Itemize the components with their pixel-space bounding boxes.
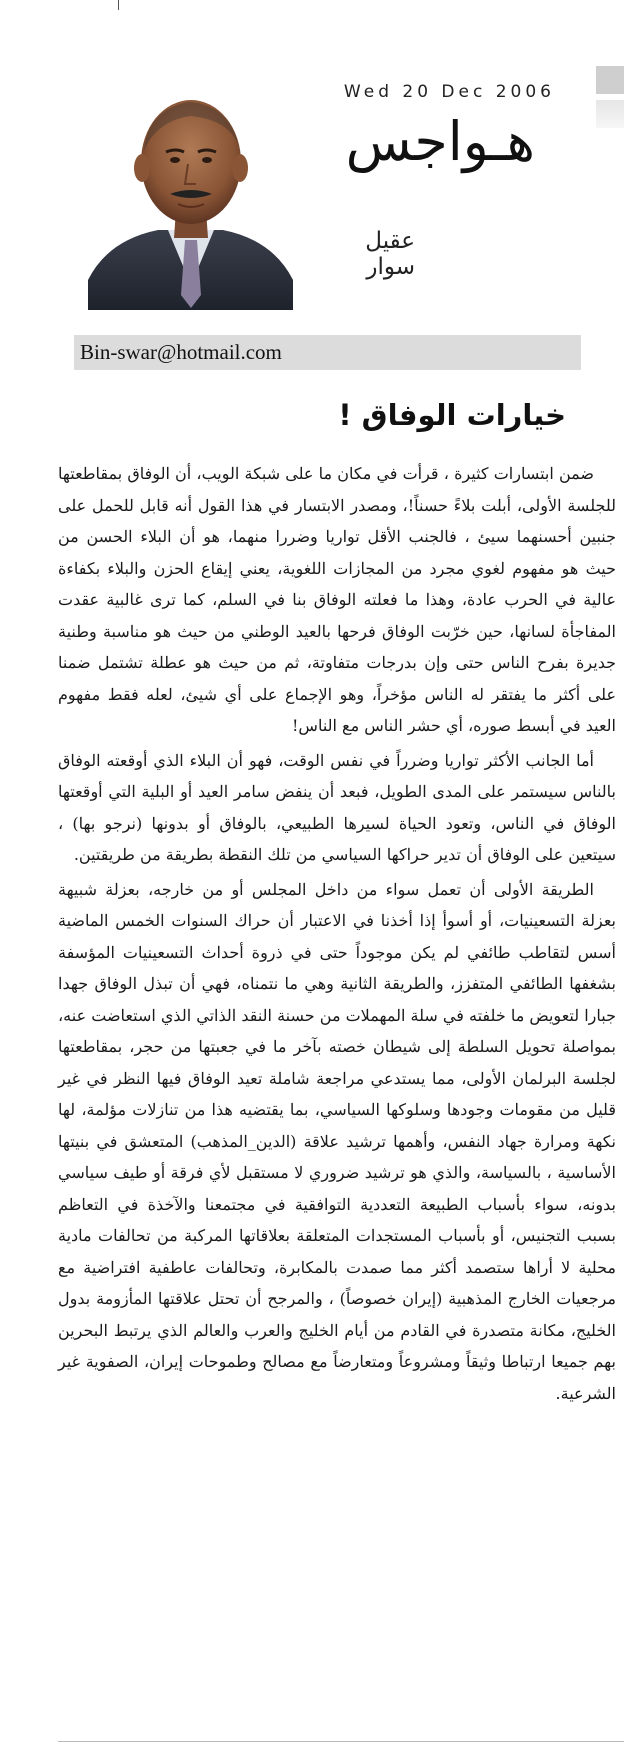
- publication-date: Wed 20 Dec 2006: [343, 82, 555, 102]
- article-body: [58, 458, 616, 1412]
- article-paragraph-1: ضمن ابتسارات كثيرة ، قرأت في مكان ما على شبكة الويب، أن الوفاق بمقاطعتها للجلسة الأولى، أبلت بلاءً حسناً!، ومصدر الابتسار في هذا القول أنه قابل للحمل على جنبين أحسنهما سيئ ، فالجنب الأقل تواريا وضررا منهما، هو أن البلاء الحسن من حيث هو مفهوم لغوي مجرد من المجازات اللغوية، يعني إيقاع الحزن والبلاء بكفاءة عالية في الحرب عادة، وهذا ما فعلته الوفاق بنا في السلم، كما ترى غالبية عقدت المفاجأة لسانها، حين خرّبت الوفاق فرحها بالعيد الوطني من حيث هو مناسبة وطنية جديرة بفرح الناس حتى وإن بدرجات متفاوتة، ثم من حيث هو عطلة تشتمل ضمنا على أكثر ما يفتقر له الناس مؤخراً، وهو الإجماع على أي شيئ، لعله فقط مفهوم العيد في أبسط صوره، أي حشر الناس مع الناس!: [58, 464, 616, 735]
- article-paragraph-3: الطريقة الأولى أن تعمل سواء من داخل المجلس أو من خارجه، بعزلة شبيهة بعزلة التسعينيات، أو أسوأ إذا أخذنا في الاعتبار أن حراك السنوات الخمس الماضية أسس لتقاطب طائفي لم يكن موجوداً حتى في ذروة أحداث التسعينيات المؤسفة بشغفها الطائفي المتفزز، والطريقة الثانية وهي ما نتمناه، فهي أن تبذل الوفاق جهدا جبارا لتعويض ما خلفته في سلة المهملات من حسنة النقد الذاتي الذي استعاضت عنه، بمواصلة تحويل السلطة إلى شيطان خصته بآخر ما في جعبتها من حجر، بمقاطعتها لجلسة البرلمان الأولى، مما يستدعي مراجعة شاملة تعيد الوفاق فيها النظر في غير قليل من مقومات وجودها وسلوكها السياسي، بما يقتضيه هذا من تنازلات مؤلمة، لها نكهة ومرارة جهاد النفس، وأهمها ترشيد علاقة (الدين_المذهب) المتعشق في بنيتها الأساسية ، بالسياسة، والذي هو ترشيد ضروري لا مستقبل لأي فرقة أو طيف سياسي بدونه، سواء بأسباب الطبيعة التعددية التوافقية في مجتمعنا والآخذة في التعاظم بسبب التجنيس، أو بأسباب المستجدات المتعلقة بعلاقاتها المركبة من تحالفات مادية محلية لا أراها ستصمد أكثر مما صمدت بالمكابرة، وتحالفات عاطفية افتراضية مع مرجعيات الخارج المذهبية (إيران خصوصاً) ، والمرجح أن تحتل علاقتها المأزومة بدول الخليج، مكانة متصدرة في القادم من أيام الخليج والعرب والعالم الذي يرتبط البحرين بهم جميعا ارتباطا وثيقاً ومشروعاً ومتعارضاً مع مصالح وطموحات إيران، الصفوية غير الشرعية.: [58, 879, 616, 1403]
- author-name: عقيل سوار: [365, 228, 415, 280]
- article-paragraph-2: أما الجانب الأكثر تواريا وضرراً في نفس الوقت، فهو أن البلاء الذي أوقعته الوفاق بالناس سيستمر على المدى الطويل، فبعد أن ينفض سامر العيد أو البلية التي أوقعتها الوفاق في الناس، وتعود الحياة لسيرها الطبيعي، بالوفاق أو بدونها (نرجو بها) ، سيتعين على الوفاق أن تدير حراكها السياسي من تلك النقطة بطريقة من طريقتين.: [58, 750, 617, 864]
- author-email[interactable]: Bin-swar@hotmail.com: [80, 340, 282, 364]
- column-title: هـواجس: [345, 110, 535, 173]
- author-photo: [88, 80, 293, 310]
- page-edge-tab-lower: [596, 100, 624, 128]
- article-headline: خيارات الوفاق !: [338, 398, 566, 432]
- bottom-divider: [58, 1741, 624, 1742]
- page-edge-tab: [596, 66, 624, 94]
- top-divider: [118, 0, 119, 10]
